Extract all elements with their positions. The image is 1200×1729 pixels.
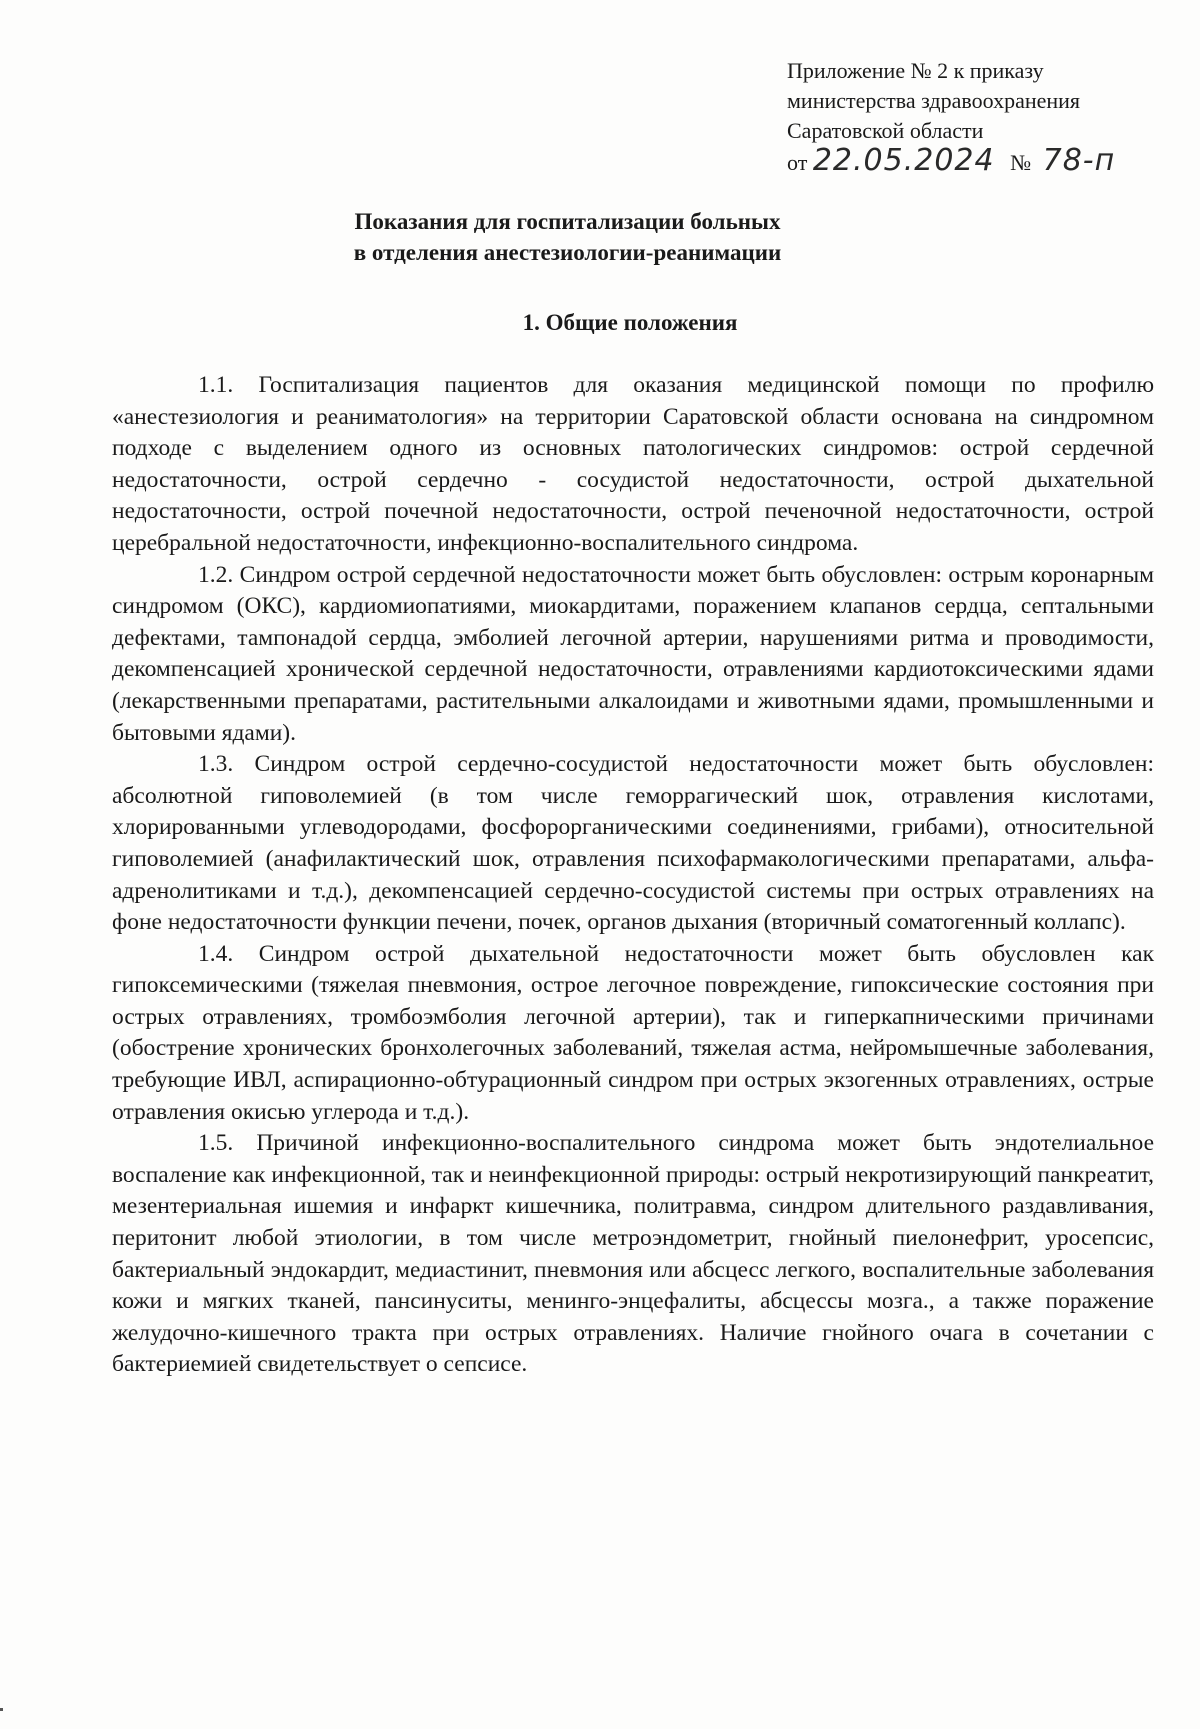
section-heading: 1. Общие положения [522, 310, 738, 335]
scan-mark [0, 1708, 3, 1711]
appendix-header [787, 56, 1167, 178]
appendix-line-2: министерства здравоохранения [787, 88, 1081, 113]
paragraph-1-4: 1.4. Синдром острой дыхательной недостаточности может быть обусловлен как гипоксемическими (тяжелая пневмония, острое легочное повреждение, гипоксические состояния при острых отравлениях, тромбоэмболия легочной артерии), так и гиперкапническими причинами (обострение хронических бронхолегочных заболеваний, тяжелая астма, нейромышечные заболевания, требующие ИВЛ, аспирационно-обтурационный синдром при острых экзогенных отравлениях, острые отравления окисью углерода и т.д.). [112, 940, 1154, 1125]
appendix-date-line [787, 143, 1167, 178]
number-label: № [1010, 150, 1032, 175]
title-line-1: Показания для госпитализации больных [354, 209, 781, 234]
appendix-line-1: Приложение № 2 к приказу [787, 58, 1044, 83]
paragraph-1-2: 1.2. Синдром острой сердечной недостаточности может быть обусловлен: острым коронарным синдромом (ОКС), кардиомиопатиями, миокардитами, поражением клапанов сердца, септальными дефектами, тампонадой сердца, эмболией легочной артерии, нарушениями ритма и проводимости, декомпенсацией хронической сердечной недостаточности, отравлениями кардиотоксическими ядами (лекарственными препаратами, растительными алкалоидами и животными ядами, промышленными и бытовыми ядами). [112, 561, 1154, 746]
appendix-line-3: Саратовской области [787, 118, 984, 143]
title-line-2: в отделения анестезиологии-реанимации [353, 240, 782, 265]
paragraph-1-3: 1.3. Синдром острой сердечно-сосудистой недостаточности может быть обусловлен: абсолютной гиповолемией (в том числе геморрагический шок, отравления кислотами, хлорированными углеводородами, фосфорорганическими соединениями, грибами), относительной гиповолемией (анафилактический шок, отравления психофармакологическими препаратами, альфа-адренолитиками и т.д.), декомпенсацией сердечно-сосудистой системы при острых отравлениях на фоне недостаточности функции печени, почек, органов дыхания (вторичный соматогенный коллапс). [112, 751, 1154, 936]
paragraph-1-1: 1.1. Госпитализация пациентов для оказания медицинской помощи по профилю «анестезиология и реаниматология» на территории Саратовской области основана на синдромном подходе с выделением одного из основных патологических синдромов: острой сердечной недостаточности, острой сердечно - сосудистой недостаточности, острой дыхательной недостаточности, острой почечной недостаточности, острой печеночной недостаточности, острой церебральной недостаточности, инфекционно-воспалительного синдрома. [112, 372, 1154, 556]
handwritten-date: 22.05.2024 [812, 143, 995, 178]
handwritten-order-number: 78-п [1042, 143, 1116, 178]
from-label: от [787, 150, 808, 175]
document-title [0, 206, 1135, 268]
document-body [112, 370, 1154, 1381]
paragraph-1-5: 1.5. Причиной инфекционно-воспалительного синдрома может быть эндотелиальное воспаление как инфекционной, так и неинфекционной природы: острый некротизирующий панкреатит, мезентериальная ишемия и инфаркт кишечника, политравма, синдром длительного раздавливания, перитонит любой этиологии, в том числе метроэндометрит, гнойный пиелонефрит, уросепсис, бактериальный эндокардит, медиастинит, пневмония или абсцесс легкого, воспалительные заболевания кожи и мягких тканей, пансинуситы, менинго-энцефалиты, абсцессы мозга., а также поражение желудочно-кишечного тракта при острых отравлениях. Наличие гнойного очага в сочетании с бактериемией свидетельствует о сепсисе. [112, 1130, 1154, 1378]
